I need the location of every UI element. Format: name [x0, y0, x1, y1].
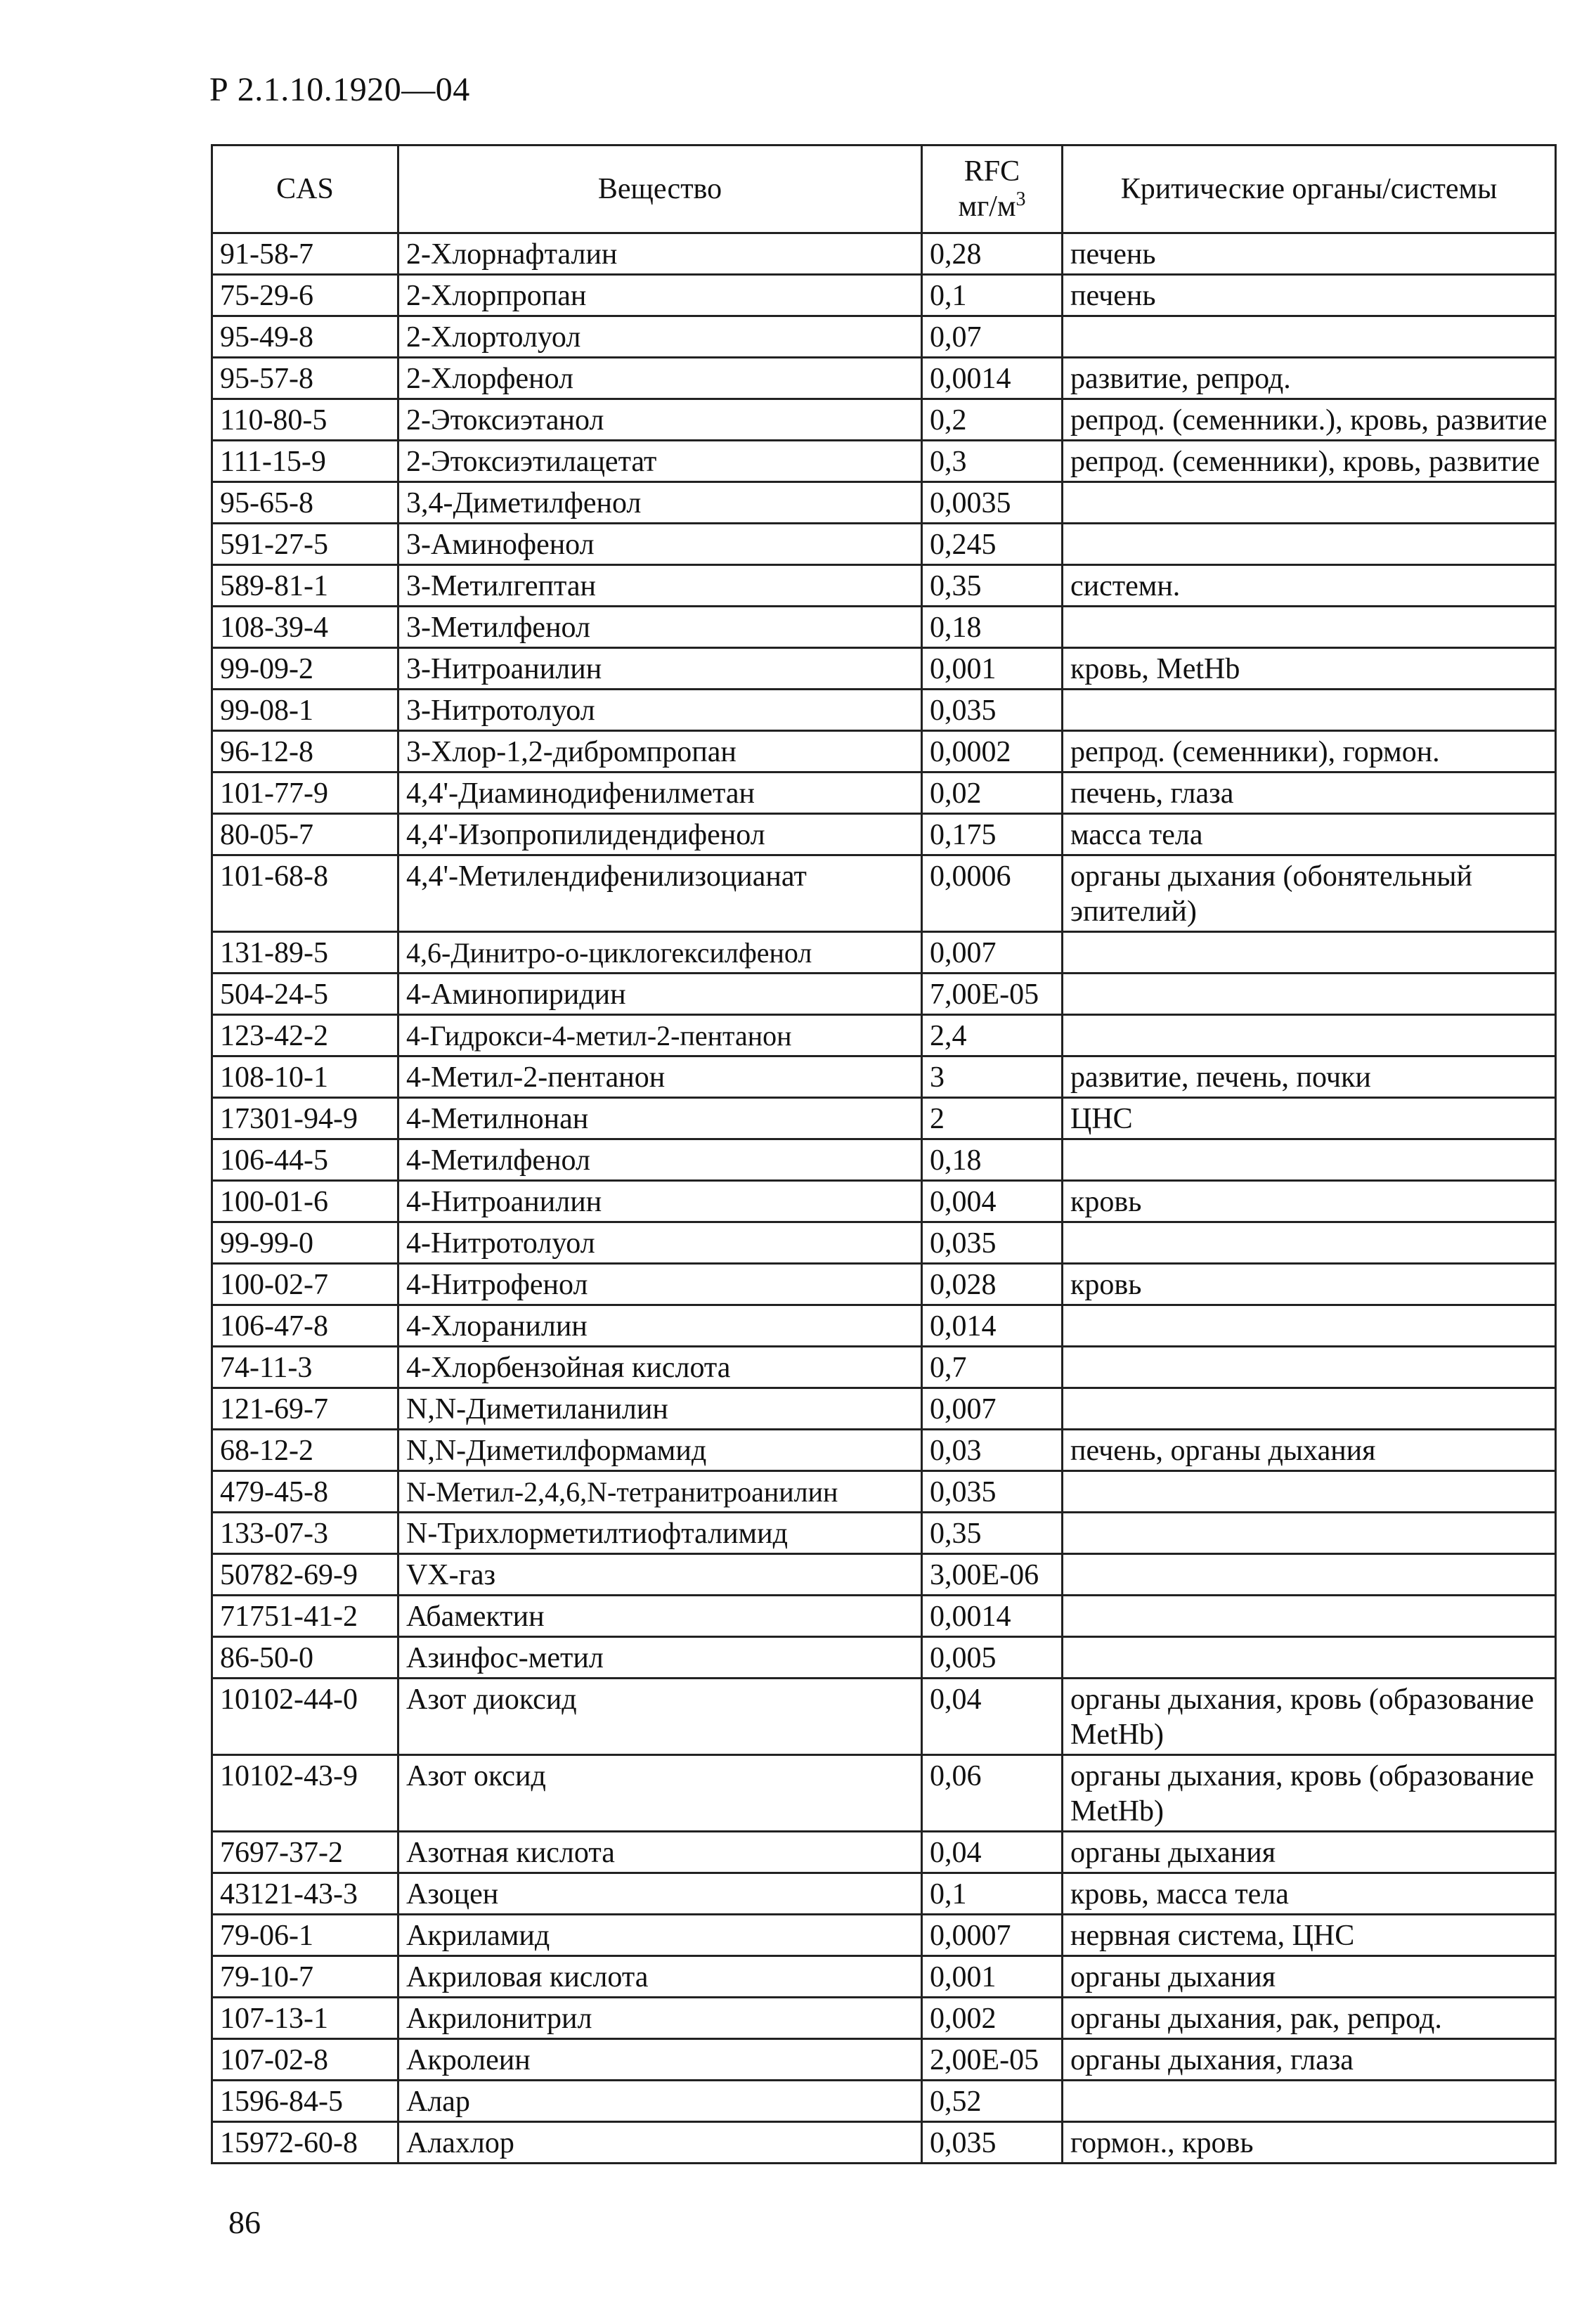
cell-substance: N,N-Диметиланилин [398, 1388, 922, 1430]
cell-rfc: 0,03 [922, 1430, 1063, 1471]
cell-substance: Азинфос-метил [398, 1637, 922, 1679]
cell-cas: 106-44-5 [212, 1139, 398, 1181]
cell-rfc: 0,3 [922, 441, 1063, 482]
cell-cas: 96-12-8 [212, 731, 398, 772]
table-row [212, 772, 1556, 814]
cell-rfc: 0,007 [922, 1388, 1063, 1430]
cell-critical-organs [1063, 1222, 1556, 1264]
cell-critical-organs: нервная система, ЦНС [1063, 1915, 1556, 1956]
cell-critical-organs: репрод. (семенники), кровь, развитие [1063, 441, 1556, 482]
table-row [212, 316, 1556, 358]
cell-rfc: 2,00Е-05 [922, 2039, 1063, 2081]
cell-substance: Алар [398, 2081, 922, 2122]
cell-substance: 2-Хлорнафталин [398, 233, 922, 275]
cell-cas: 95-65-8 [212, 482, 398, 524]
table-row [212, 1832, 1556, 1873]
cell-rfc: 0,028 [922, 1264, 1063, 1305]
cell-critical-organs: органы дыхания (обонятельный эпителий) [1063, 855, 1556, 932]
cell-critical-organs: масса тела [1063, 814, 1556, 855]
cell-critical-organs [1063, 974, 1556, 1015]
cell-critical-organs: органы дыхания, рак, репрод. [1063, 1998, 1556, 2039]
header-rfc-label: RFC [964, 155, 1020, 188]
cell-rfc: 2,4 [922, 1015, 1063, 1056]
cell-critical-organs: гормон., кровь [1063, 2122, 1556, 2164]
cell-substance: 4-Нитрофенол [398, 1264, 922, 1305]
cell-rfc: 0,04 [922, 1679, 1063, 1755]
cell-critical-organs [1063, 1139, 1556, 1181]
cell-critical-organs: органы дыхания [1063, 1956, 1556, 1998]
cell-rfc: 0,28 [922, 233, 1063, 275]
cell-substance: 4,4'-Диаминодифенилметан [398, 772, 922, 814]
cell-critical-organs: кровь, масса тела [1063, 1873, 1556, 1915]
cell-substance: 2-Хлорфенол [398, 358, 922, 399]
cell-substance: 4-Нитротолуол [398, 1222, 922, 1264]
cell-substance: 2-Этоксиэтилацетат [398, 441, 922, 482]
cell-critical-organs [1063, 1513, 1556, 1554]
table-row [212, 2122, 1556, 2164]
cell-critical-organs: кровь [1063, 1264, 1556, 1305]
cell-cas: 91-58-7 [212, 233, 398, 275]
cell-substance: N,N-Диметилформамид [398, 1430, 922, 1471]
cell-substance: Акролеин [398, 2039, 922, 2081]
cell-critical-organs: развитие, репрод. [1063, 358, 1556, 399]
cell-cas: 107-02-8 [212, 2039, 398, 2081]
cell-critical-organs [1063, 1596, 1556, 1637]
cell-cas: 95-49-8 [212, 316, 398, 358]
cell-cas: 10102-43-9 [212, 1755, 398, 1832]
table-row [212, 814, 1556, 855]
table-row [212, 1098, 1556, 1139]
cell-critical-organs [1063, 690, 1556, 731]
cell-cas: 591-27-5 [212, 524, 398, 565]
cell-rfc: 0,002 [922, 1998, 1063, 2039]
cell-rfc: 0,07 [922, 316, 1063, 358]
cell-cas: 107-13-1 [212, 1998, 398, 2039]
cell-cas: 1596-84-5 [212, 2081, 398, 2122]
cell-critical-organs: репрод. (семенники.), кровь, развитие [1063, 399, 1556, 441]
table-row [212, 1956, 1556, 1998]
cell-cas: 17301-94-9 [212, 1098, 398, 1139]
cell-rfc: 0,0006 [922, 855, 1063, 932]
cell-critical-organs: кровь, MetHb [1063, 648, 1556, 690]
table-row [212, 1471, 1556, 1513]
cell-rfc: 2 [922, 1098, 1063, 1139]
cell-rfc: 0,1 [922, 1873, 1063, 1915]
cell-rfc: 0,18 [922, 1139, 1063, 1181]
table-row [212, 1139, 1556, 1181]
cell-critical-organs [1063, 1305, 1556, 1347]
table-row [212, 1513, 1556, 1554]
cell-substance: Азотная кислота [398, 1832, 922, 1873]
header-critical-organs: Критические органы/системы [1063, 146, 1556, 233]
table-row [212, 648, 1556, 690]
cell-critical-organs: печень [1063, 275, 1556, 316]
cell-substance: 4-Метилфенол [398, 1139, 922, 1181]
cell-substance: N-Трихлорметилтиофталимид [398, 1513, 922, 1554]
cell-rfc: 3 [922, 1056, 1063, 1098]
table-row [212, 1915, 1556, 1956]
cell-critical-organs: печень, глаза [1063, 772, 1556, 814]
cell-substance: Акриламид [398, 1915, 922, 1956]
cell-rfc: 0,035 [922, 1471, 1063, 1513]
cell-substance: 2-Хлорпропан [398, 275, 922, 316]
cell-rfc: 0,2 [922, 399, 1063, 441]
cell-rfc: 3,00Е-06 [922, 1554, 1063, 1596]
cell-substance: 2-Этоксиэтанол [398, 399, 922, 441]
table-row [212, 565, 1556, 607]
cell-cas: 100-01-6 [212, 1181, 398, 1222]
cell-rfc: 0,7 [922, 1347, 1063, 1388]
cell-substance: 3,4-Диметилфенол [398, 482, 922, 524]
header-rfc [922, 146, 1063, 233]
cell-substance: 3-Метилфенол [398, 607, 922, 648]
cell-rfc: 0,245 [922, 524, 1063, 565]
cell-cas: 15972-60-8 [212, 2122, 398, 2164]
cell-critical-organs [1063, 524, 1556, 565]
cell-critical-organs: кровь [1063, 1181, 1556, 1222]
cell-rfc: 0,004 [922, 1181, 1063, 1222]
cell-critical-organs [1063, 932, 1556, 974]
cell-cas: 131-89-5 [212, 932, 398, 974]
cell-cas: 50782-69-9 [212, 1554, 398, 1596]
cell-rfc: 0,06 [922, 1755, 1063, 1832]
cell-critical-organs [1063, 1388, 1556, 1430]
table-row [212, 1015, 1556, 1056]
cell-cas: 74-11-3 [212, 1347, 398, 1388]
cell-substance: 4,4'-Метилендифенилизоцианат [398, 855, 922, 932]
header-substance: Вещество [398, 146, 922, 233]
cell-rfc: 0,035 [922, 690, 1063, 731]
cell-rfc: 0,014 [922, 1305, 1063, 1347]
cell-critical-organs: развитие, печень, почки [1063, 1056, 1556, 1098]
table-row [212, 690, 1556, 731]
cell-substance: Алахлор [398, 2122, 922, 2164]
cell-substance: 3-Нитроанилин [398, 648, 922, 690]
table-row [212, 1347, 1556, 1388]
cell-substance: 4-Аминопиридин [398, 974, 922, 1015]
cell-cas: 43121-43-3 [212, 1873, 398, 1915]
cell-cas: 79-10-7 [212, 1956, 398, 1998]
cell-substance: Акриловая кислота [398, 1956, 922, 1998]
cell-cas: 111-15-9 [212, 441, 398, 482]
cell-cas: 100-02-7 [212, 1264, 398, 1305]
table-row [212, 275, 1556, 316]
header-cas: CAS [212, 146, 398, 233]
cell-cas: 504-24-5 [212, 974, 398, 1015]
table-row [212, 1388, 1556, 1430]
cell-cas: 79-06-1 [212, 1915, 398, 1956]
cell-cas: 110-80-5 [212, 399, 398, 441]
cell-critical-organs [1063, 1637, 1556, 1679]
document-code: Р 2.1.10.1920—04 [209, 71, 470, 108]
cell-substance: 4-Метилнонан [398, 1098, 922, 1139]
cell-rfc: 0,001 [922, 648, 1063, 690]
table-row [212, 441, 1556, 482]
cell-rfc: 0,001 [922, 1956, 1063, 1998]
table-row [212, 974, 1556, 1015]
cell-cas: 101-68-8 [212, 855, 398, 932]
cell-cas: 108-10-1 [212, 1056, 398, 1098]
table-row [212, 1056, 1556, 1098]
cell-cas: 108-39-4 [212, 607, 398, 648]
cell-cas: 7697-37-2 [212, 1832, 398, 1873]
cell-substance: 4-Метил-2-пентанон [398, 1056, 922, 1098]
cell-rfc: 0,04 [922, 1832, 1063, 1873]
cell-substance: 4-Хлорбензойная кислота [398, 1347, 922, 1388]
cell-substance: N-Метил-2,4,6,N-тетранитроанилин [398, 1471, 922, 1513]
table-row [212, 1998, 1556, 2039]
cell-substance: 3-Нитротолуол [398, 690, 922, 731]
cell-rfc: 0,007 [922, 932, 1063, 974]
cell-substance: 4,4'-Изопропилидендифенол [398, 814, 922, 855]
table-row [212, 731, 1556, 772]
table-row [212, 358, 1556, 399]
table-row [212, 1637, 1556, 1679]
cell-cas: 86-50-0 [212, 1637, 398, 1679]
cell-cas: 589-81-1 [212, 565, 398, 607]
cell-critical-organs: репрод. (семенники), гормон. [1063, 731, 1556, 772]
cell-rfc: 0,18 [922, 607, 1063, 648]
table-row [212, 855, 1556, 932]
cell-critical-organs: органы дыхания, кровь (образование MetHb) [1063, 1679, 1556, 1755]
cell-cas: 121-69-7 [212, 1388, 398, 1430]
cell-critical-organs: органы дыхания, кровь (образование MetHb) [1063, 1755, 1556, 1832]
cell-rfc: 0,0002 [922, 731, 1063, 772]
cell-substance: 4-Хлоранилин [398, 1305, 922, 1347]
cell-substance: 3-Метилгептан [398, 565, 922, 607]
cell-rfc: 0,1 [922, 275, 1063, 316]
table-row [212, 399, 1556, 441]
cell-critical-organs [1063, 1554, 1556, 1596]
cell-cas: 10102-44-0 [212, 1679, 398, 1755]
cell-cas: 75-29-6 [212, 275, 398, 316]
cell-substance: 3-Хлор-1,2-дибромпропан [398, 731, 922, 772]
cell-substance: 4,6-Динитро-о-циклогексилфенол [398, 932, 922, 974]
cell-rfc: 0,0007 [922, 1915, 1063, 1956]
cell-substance: 4-Нитроанилин [398, 1181, 922, 1222]
table-row [212, 1430, 1556, 1471]
cell-rfc: 0,35 [922, 565, 1063, 607]
cell-substance: Азоцен [398, 1873, 922, 1915]
table-row [212, 1222, 1556, 1264]
cell-substance: Азот оксид [398, 1755, 922, 1832]
table-row [212, 2039, 1556, 2081]
page-number: 86 [228, 2204, 261, 2240]
cell-critical-organs [1063, 2081, 1556, 2122]
cell-substance: Акрилонитрил [398, 1998, 922, 2039]
cell-critical-organs: печень [1063, 233, 1556, 275]
cell-rfc: 0,52 [922, 2081, 1063, 2122]
table-row [212, 1554, 1556, 1596]
table-row [212, 1264, 1556, 1305]
cell-cas: 68-12-2 [212, 1430, 398, 1471]
cell-substance: 4-Гидрокси-4-метил-2-пентанон [398, 1015, 922, 1056]
cell-substance: 3-Аминофенол [398, 524, 922, 565]
table-row [212, 1596, 1556, 1637]
cell-substance: Азот диоксид [398, 1679, 922, 1755]
cell-cas: 71751-41-2 [212, 1596, 398, 1637]
cell-critical-organs [1063, 1347, 1556, 1388]
cell-substance: Абамектин [398, 1596, 922, 1637]
substance-table [211, 144, 1557, 2164]
table-row [212, 1755, 1556, 1832]
header-rfc-unit: мг/м [958, 190, 1016, 223]
cell-rfc: 0,35 [922, 1513, 1063, 1554]
table-row [212, 233, 1556, 275]
cell-critical-organs: органы дыхания [1063, 1832, 1556, 1873]
cell-critical-organs: системн. [1063, 565, 1556, 607]
cell-rfc: 0,035 [922, 2122, 1063, 2164]
table-row [212, 1181, 1556, 1222]
table-header-row [212, 146, 1556, 233]
cell-substance: 2-Хлортолуол [398, 316, 922, 358]
cell-rfc: 0,0014 [922, 1596, 1063, 1637]
cell-cas: 99-08-1 [212, 690, 398, 731]
cell-cas: 133-07-3 [212, 1513, 398, 1554]
cell-rfc: 0,0035 [922, 482, 1063, 524]
cell-cas: 99-99-0 [212, 1222, 398, 1264]
cell-rfc: 0,005 [922, 1637, 1063, 1679]
table-row [212, 1305, 1556, 1347]
table-row [212, 2081, 1556, 2122]
cell-critical-organs [1063, 607, 1556, 648]
cell-critical-organs: ЦНС [1063, 1098, 1556, 1139]
cell-rfc: 0,175 [922, 814, 1063, 855]
cell-cas: 101-77-9 [212, 772, 398, 814]
header-rfc-unit-exponent: 3 [1016, 188, 1026, 210]
cell-substance: VX-газ [398, 1554, 922, 1596]
cell-cas: 123-42-2 [212, 1015, 398, 1056]
cell-rfc: 7,00Е-05 [922, 974, 1063, 1015]
table-row [212, 1873, 1556, 1915]
cell-cas: 106-47-8 [212, 1305, 398, 1347]
cell-critical-organs [1063, 1471, 1556, 1513]
table-row [212, 524, 1556, 565]
cell-critical-organs: печень, органы дыхания [1063, 1430, 1556, 1471]
cell-cas: 99-09-2 [212, 648, 398, 690]
cell-rfc: 0,02 [922, 772, 1063, 814]
cell-rfc: 0,0014 [922, 358, 1063, 399]
table-row [212, 607, 1556, 648]
table-row [212, 932, 1556, 974]
cell-cas: 80-05-7 [212, 814, 398, 855]
cell-critical-organs [1063, 482, 1556, 524]
cell-cas: 95-57-8 [212, 358, 398, 399]
table-row [212, 482, 1556, 524]
cell-critical-organs [1063, 1015, 1556, 1056]
table-row [212, 1679, 1556, 1755]
cell-cas: 479-45-8 [212, 1471, 398, 1513]
cell-critical-organs: органы дыхания, глаза [1063, 2039, 1556, 2081]
cell-rfc: 0,035 [922, 1222, 1063, 1264]
cell-critical-organs [1063, 316, 1556, 358]
